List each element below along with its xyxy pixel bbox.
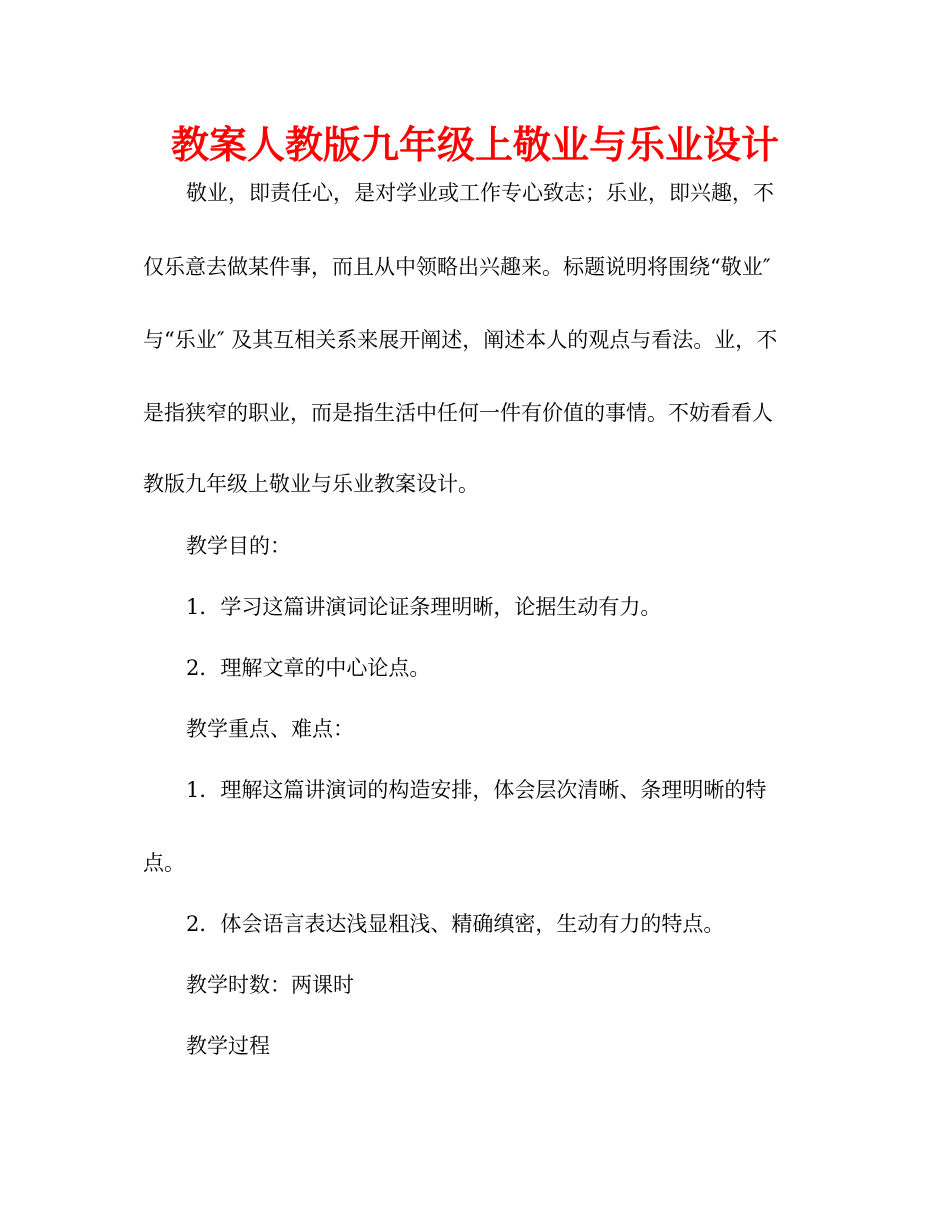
objective-2: 2．理解文章的中心论点。 <box>186 656 431 680</box>
process-heading: 教学过程 <box>186 1034 270 1058</box>
document-title: 教案人教版九年级上敬业与乐业设计 <box>170 123 779 167</box>
keypoint-1-line-2: 点。 <box>143 851 185 875</box>
intro-line-2: 仅乐意去做某件事，而且从中领略出兴趣来。标题说明将围绕“敬业″ <box>143 255 771 279</box>
teaching-hours: 教学时数：两课时 <box>186 973 354 997</box>
keypoint-1-line-1: 1．理解这篇讲演词的构造安排，体会层次清晰、条理明晰的特 <box>186 778 767 802</box>
objective-1: 1．学习这篇讲演词论证条理明晰，论据生动有力。 <box>186 595 662 619</box>
intro-line-1: 敬业，即责任心，是对学业或工作专心致志；乐业，即兴趣，不 <box>186 181 774 205</box>
intro-line-3: 与“乐业″ 及其互相关系来展开阐述，阐述本人的观点与看法。业，不 <box>143 328 778 352</box>
objectives-heading: 教学目的： <box>186 534 291 558</box>
intro-line-4: 是指狭窄的职业，而是指生活中任何一件有价值的事情。不妨看看人 <box>143 401 773 425</box>
keypoint-2: 2．体会语言表达浅显粗浅、精确缜密，生动有力的特点。 <box>186 912 725 936</box>
intro-line-5: 教版九年级上敬业与乐业教案设计。 <box>143 472 479 496</box>
keypoints-heading: 教学重点、难点： <box>186 717 354 741</box>
